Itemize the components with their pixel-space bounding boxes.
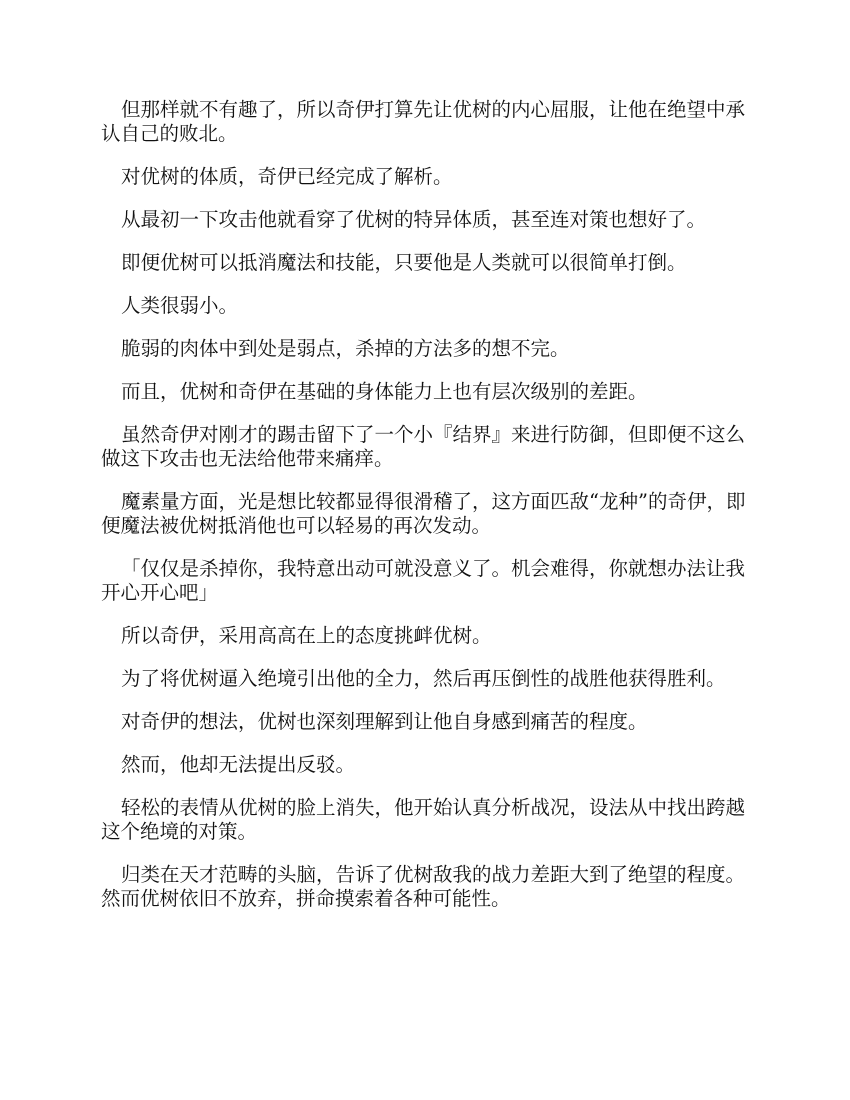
paragraph: 但那样就不有趣了，所以奇伊打算先让优树的内心屈服，让他在绝望中承认自己的败北。 [101, 98, 746, 145]
paragraph: 魔素量方面，光是想比较都显得很滑稽了，这方面匹敌“龙种”的奇伊，即便魔法被优树抵消他也可以轻易的再次发动。 [101, 490, 746, 537]
paragraph: 即便优树可以抵消魔法和技能，只要他是人类就可以很简单打倒。 [121, 251, 687, 274]
paragraph: 人类很弱小。 [121, 294, 239, 317]
paragraph: 轻松的表情从优树的脸上消失，他开始认真分析战况，设法从中找出跨越这个绝境的对策。 [101, 796, 746, 843]
paragraph: 脆弱的肉体中到处是弱点，杀掉的方法多的想不完。 [121, 337, 570, 360]
paragraph: 为了将优树逼入绝境引出他的全力，然后再压倒性的战胜他获得胜利。 [121, 667, 726, 690]
paragraph: 归类在天才范畴的头脑，告诉了优树敌我的战力差距大到了绝望的程度。然而优树依旧不放弃，拼命摸索着各种可能性。 [101, 863, 746, 910]
paragraph: 虽然奇伊对刚才的踢击留下了一个小『结界』来进行防御，但即便不这么做这下攻击也无法给他带来痛痒。 [101, 423, 746, 470]
paragraph: 对奇伊的想法，优树也深刻理解到让他自身感到痛苦的程度。 [121, 710, 648, 733]
paragraph: 对优树的体质，奇伊已经完成了解析。 [121, 165, 453, 188]
paragraph: 而且，优树和奇伊在基础的身体能力上也有层次级别的差距。 [121, 380, 648, 403]
paragraph: 所以奇伊，采用高高在上的态度挑衅优树。 [121, 624, 492, 647]
paragraph: 从最初一下攻击他就看穿了优树的特异体质，甚至连对策也想好了。 [121, 208, 707, 231]
paragraph: 然而，他却无法提出反驳。 [121, 753, 356, 776]
paragraph: 「仅仅是杀掉你，我特意出动可就没意义了。机会难得，你就想办法让我开心开心吧」 [101, 557, 746, 604]
document-page [101, 98, 749, 930]
